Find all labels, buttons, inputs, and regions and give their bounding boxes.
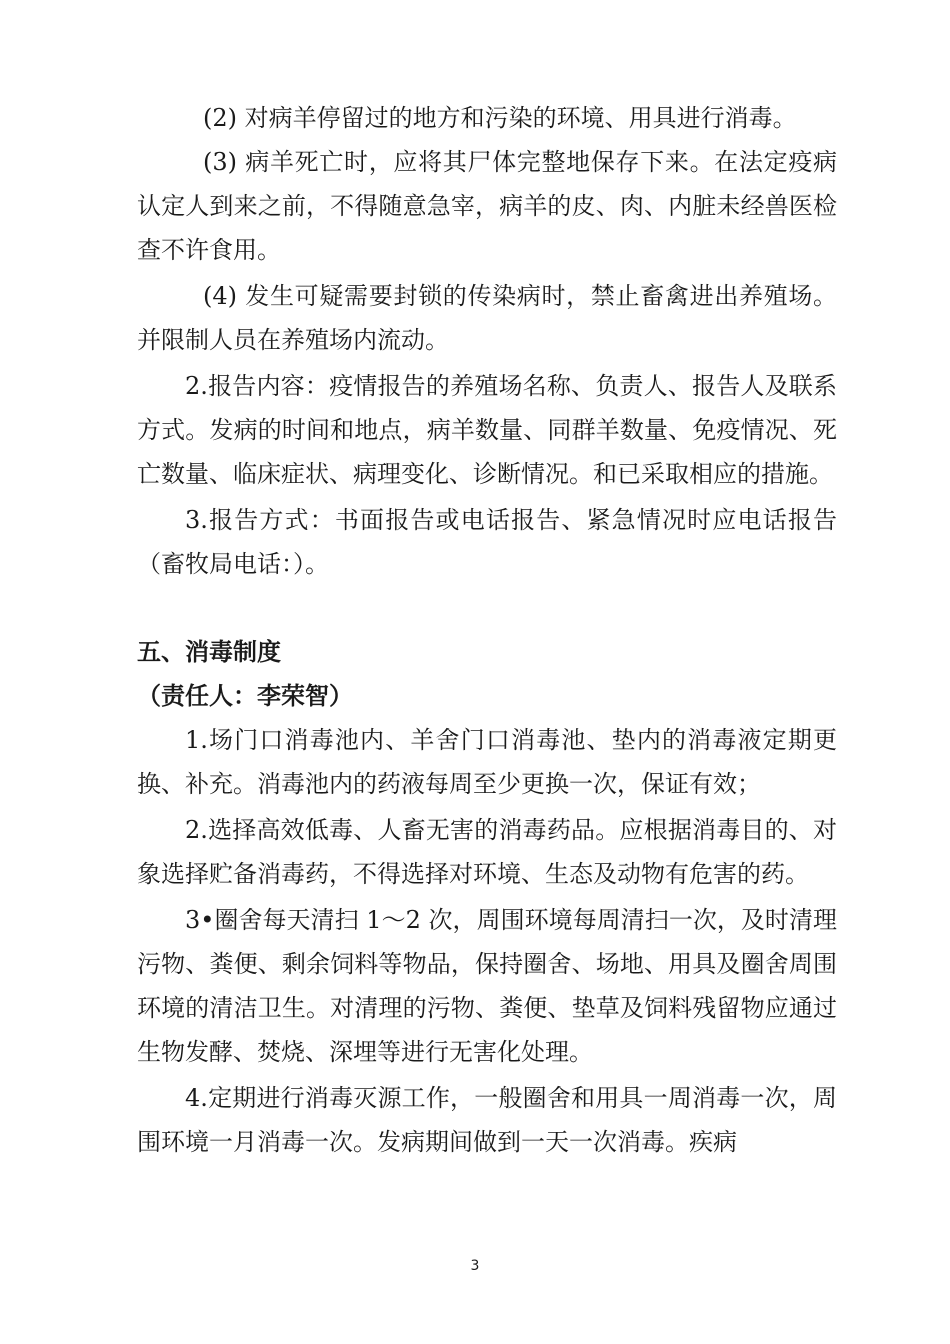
page-body	[137, 96, 837, 1164]
paragraph-report-content: 2.报告内容：疫情报告的养殖场名称、负责人、报告人及联系方式。发病的时间和地点，病羊数量、同群羊数量、免疫情况、死亡数量、临床症状、病理变化、诊断情况。和已采取相应的措施。	[137, 372, 837, 488]
paragraph-report-method: 3.报告方式：书面报告或电话报告、紧急情况时应电话报告（畜牧局电话：）。	[137, 506, 837, 578]
paragraph-disinfect-area: (2) 对病羊停留过的地方和污染的环境、用具进行消毒。	[203, 104, 797, 132]
page-number: 3	[470, 1258, 480, 1274]
section-responsible: （责任人：李荣智）	[137, 681, 353, 710]
list-item: 1.场门口消毒池内、羊舍门口消毒池、垫内的消毒液定期更换、补充。消毒池内的药液每周至少更换一次，保证有效；	[137, 726, 837, 798]
list-item: 3•圈舍每天清扫 1〜2 次，周围环境每周清扫一次，及时清理污物、粪便、剩余饲料等物品，保持圈舍、场地、用具及圈舍周围环境的清洁卫生。对清理的污物、粪便、垫草及饲料残留物应通过生物发酵、焚烧、深埋等进行无害化处理。	[137, 906, 837, 1066]
paragraph-dead-sheep: (3) 病羊死亡时，应将其尸体完整地保存下来。在法定疫病认定人到来之前，不得随意急宰，病羊的皮、肉、内脏未经兽医检查不许食用。	[137, 148, 837, 264]
section-heading: 五、消毒制度	[137, 637, 281, 666]
paragraph-quarantine: (4) 发生可疑需要封锁的传染病时，禁止畜禽进出养殖场。并限制人员在养殖场内流动。	[137, 282, 837, 354]
list-item: 4.定期进行消毒灭源工作，一般圈舍和用具一周消毒一次，周围环境一月消毒一次。发病期间做到一天一次消毒。疾病	[137, 1084, 837, 1156]
list-item: 2.选择高效低毒、人畜无害的消毒药品。应根据消毒目的、对象选择贮备消毒药，不得选择对环境、生态及动物有危害的药。	[137, 816, 837, 888]
